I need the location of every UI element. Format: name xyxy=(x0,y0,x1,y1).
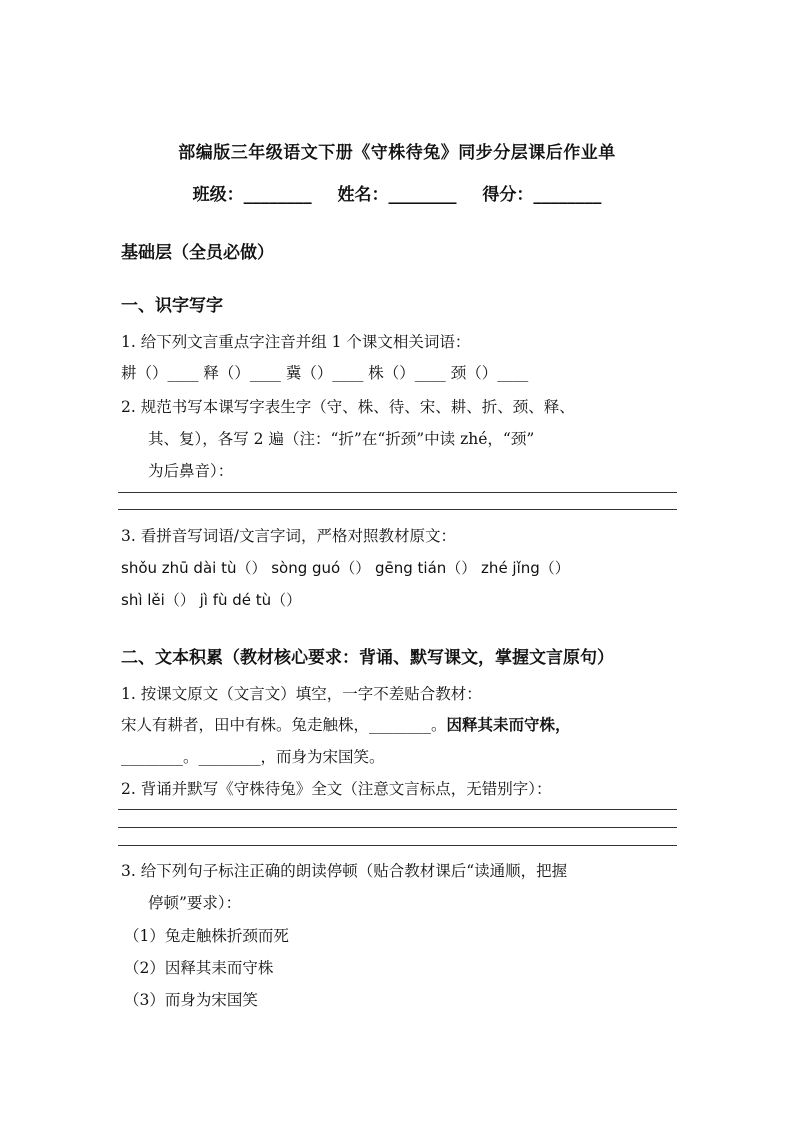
level-heading: 基础层（全员必做） xyxy=(121,243,274,263)
fill-blank-line-1[interactable] xyxy=(121,713,571,735)
score-field[interactable]: 得分：________ xyxy=(482,185,602,205)
part2-question-3-line1: 3. 给下列句子标注正确的朗读停顿（贴合教材课后“读通顺，把握 xyxy=(121,862,568,880)
pinyin-row-2[interactable]: shì lěi（） jì fù dé tù（） xyxy=(121,591,302,609)
pinyin-row-1[interactable]: shǒu zhū dài tù（） sòng guó（） gēng tián（） zhé jǐng（） xyxy=(121,559,570,577)
answer-line[interactable] xyxy=(118,492,677,493)
sentence-1[interactable]: （1）兔走触株折颈而死 xyxy=(124,927,289,945)
part1-question-3: 3. 看拼音写词语/文言字词，严格对照教材原文： xyxy=(121,527,456,545)
part1-question-2-line1: 2. 规范书写本课写字表生字（守、株、待、宋、耕、折、颈、释、 xyxy=(121,398,575,416)
fill-blank-bold-text: 因释其耒而守株， xyxy=(446,715,571,734)
part2-question-3-line2: 停顿”要求）： xyxy=(148,894,242,912)
page-title: 部编版三年级语文下册《守株待兔》同步分层课后作业单 xyxy=(178,143,616,163)
sentence-3[interactable]: （3）而身为宋国笑 xyxy=(124,991,258,1009)
part1-question-2-line2: 其、复），各写 2 遍（注：“折”在“折颈”中读 zhé，“颈” xyxy=(148,430,535,448)
fill-blank-line-2[interactable]: ________。________，而身为宋国笑。 xyxy=(121,748,385,766)
student-info-row xyxy=(0,180,794,205)
answer-line[interactable] xyxy=(118,845,677,846)
sentence-2[interactable]: （2）因释其耒而守株 xyxy=(124,959,274,977)
class-field[interactable]: 班级：________ xyxy=(192,185,312,205)
answer-line[interactable] xyxy=(118,509,677,510)
part2-heading: 二、文本积累（教材核心要求：背诵、默写课文，掌握文言原句） xyxy=(121,648,614,668)
part1-question-2-line3: 为后鼻音）： xyxy=(148,462,234,480)
name-field[interactable]: 姓名：________ xyxy=(337,185,457,205)
part2-question-2: 2. 背诵并默写《守株待兔》全文（注意文言标点，无错别字）： xyxy=(121,780,552,798)
answer-line[interactable] xyxy=(118,827,677,828)
part1-question-1-chars[interactable]: 耕（）____ 释（）____ 冀（）____ 株（）____ 颈（）____ xyxy=(121,364,529,382)
fill-blank-text: 宋人有耕者，田中有株。兔走触株，________。 xyxy=(121,716,447,734)
answer-line[interactable] xyxy=(118,809,677,810)
part2-question-1: 1. 按课文原文（文言文）填空，一字不差贴合教材： xyxy=(121,685,482,703)
part1-question-1: 1. 给下列文言重点字注音并组 1 个课文相关词语： xyxy=(121,333,471,351)
part1-heading: 一、识字写字 xyxy=(121,296,223,316)
